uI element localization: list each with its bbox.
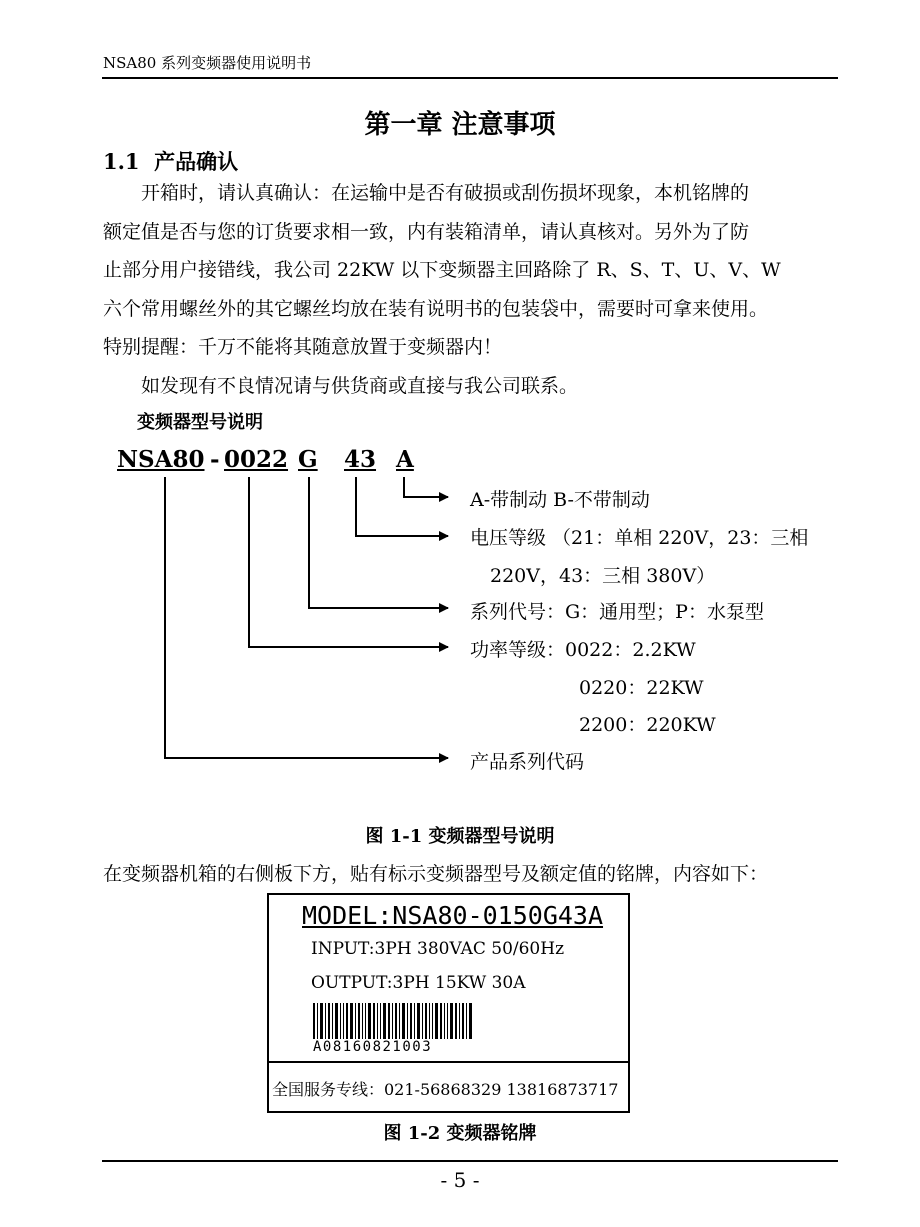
voltage-connector [356, 477, 448, 536]
service-hotline: 全国服务专线：021-56868329 13816873717 [272, 1080, 619, 1099]
figure-caption-1-2: 图 1-2 变频器铭牌 [383, 1123, 537, 1144]
brake-label: A-带制动 B-不带制动 [470, 489, 650, 511]
nameplate-output: OUTPUT:3PH 15KW 30A [311, 973, 526, 993]
power-connector [249, 477, 448, 647]
section-number: 1.1 [103, 149, 140, 174]
nameplate-intro: 在变频器机箱的右侧板下方，贴有标示变频器型号及额定值的铭牌，内容如下： [103, 863, 769, 885]
voltage-label-cont: 220V，43：三相 380V） [490, 565, 716, 587]
section-title: 产品确认 [154, 149, 239, 174]
paragraph-line: 六个常用螺丝外的其它螺丝均放在装有说明书的包装袋中，需要时可拿来使用。 [103, 297, 769, 320]
footer-rule [102, 1160, 838, 1162]
page-number: - 5 - [440, 1168, 480, 1192]
type-label: 系列代号：G：通用型；P：水泵型 [470, 601, 764, 623]
figure-caption-1-1: 图 1-1 变频器型号说明 [365, 826, 555, 847]
nameplate-model: MODEL:NSA80-0150G43A [302, 901, 604, 930]
barcode-number: A08160821003 [313, 1039, 433, 1055]
voltage-label: 电压等级 （21：单相 220V，23：三相 [470, 527, 809, 549]
power-label-2200: 2200：220KW [579, 714, 716, 736]
code-dash: - [210, 446, 220, 473]
barcode [313, 1003, 473, 1039]
running-header: NSA80 系列变频器使用说明书 [103, 54, 312, 72]
paragraph-line: 额定值是否与您的订货要求相一致，内有装箱清单，请认真核对。另外为了防 [103, 220, 750, 243]
code-brake: A [396, 446, 414, 473]
nameplate-input: INPUT:3PH 380VAC 50/60Hz [311, 939, 565, 959]
series-label: 产品系列代码 [470, 751, 585, 773]
code-power: 0022 [224, 446, 289, 473]
series-connector [165, 477, 448, 758]
power-label: 功率等级：0022：2.2KW [470, 639, 696, 661]
code-type: G [298, 446, 318, 473]
brake-connector [404, 477, 448, 497]
chapter-title: 第一章 注意事项 [364, 110, 556, 140]
power-label-0220: 0220：22KW [579, 677, 704, 699]
model-diagram-heading: 变频器型号说明 [137, 412, 263, 433]
paragraph-line: 特别提醒：千万不能将其随意放置于变频器内！ [103, 336, 503, 358]
paragraph-line: 如发现有不良情况请与供货商或直接与我公司联系。 [141, 374, 579, 397]
code-voltage: 43 [344, 446, 377, 473]
code-series: NSA80 [117, 446, 205, 473]
paragraph-line: 止部分用户接错线，我公司 22KW 以下变频器主回路除了 R、S、T、U、V、W [103, 259, 781, 281]
nameplate-service-row [269, 1061, 628, 1099]
nameplate [267, 893, 630, 1113]
paragraph-line: 开箱时，请认真确认：在运输中是否有破损或刮伤损坏现象，本机铭牌的 [141, 182, 750, 204]
